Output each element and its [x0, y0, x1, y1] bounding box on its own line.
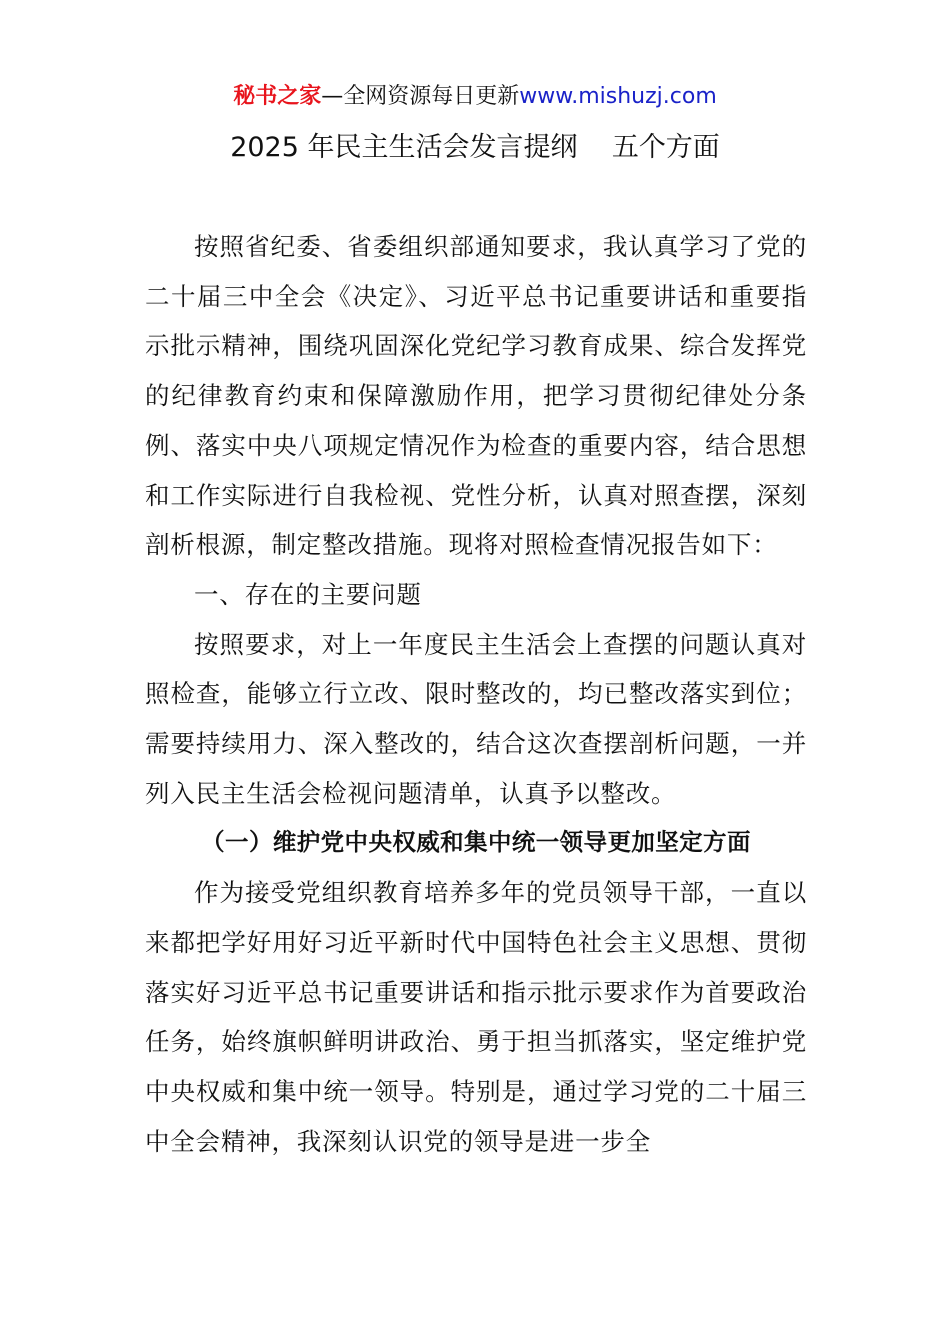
site-header — [0, 82, 950, 112]
document-title: 2025 年民主生活会发言提纲 五个方面 — [230, 132, 720, 163]
intro-paragraph: 按照省纪委、省委组织部通知要求，我认真学习了党的二十届三中全会《决定》、习近平总书记重要讲话和重要指示批示精神，围绕巩固深化党纪学习教育成果、综合发挥党的纪律教育约束和保障激励作用，把学习贯彻纪律处分条例、落实中央八项规定情况作为检查的重要内容，结合思想和工作实际进行自我检视、党性分析，认真对照查摆，深刻剖析根源，制定整改措施。现将对照检查情况报告如下： — [145, 232, 807, 560]
subsection-heading-authority: （一）维护党中央权威和集中统一领导更加坚定方面 — [201, 828, 751, 857]
brand-name: 秘书之家 — [233, 84, 322, 109]
header-tagline: —全网资源每日更新 — [321, 84, 520, 109]
document-body — [145, 222, 807, 1166]
problems-paragraph: 按照要求，对上一年度民主生活会上查摆的问题认真对照检查，能够立行立改、限时整改的，均已整改落实到位；需要持续用力、深入整改的，结合这次查摆剖析问题，一并列入民主生活会检视问题清单，认真予以整改。 — [145, 629, 807, 808]
site-url-link[interactable]: www.mishuzj.com — [519, 84, 717, 109]
section-heading-problems: 一、存在的主要问题 — [194, 579, 422, 609]
authority-paragraph: 作为接受党组织教育培养多年的党员领导干部，一直以来都把学好用好习近平新时代中国特色社会主义思想、贯彻落实好习近平总书记重要讲话和指示批示要求作为首要政治任务，始终旗帜鲜明讲政治、勇于担当抓落实，坚定维护党中央权威和集中统一领导。特别是，通过学习党的二十届三中全会精神，我深刻认识党的领导是进一步全 — [145, 878, 807, 1156]
